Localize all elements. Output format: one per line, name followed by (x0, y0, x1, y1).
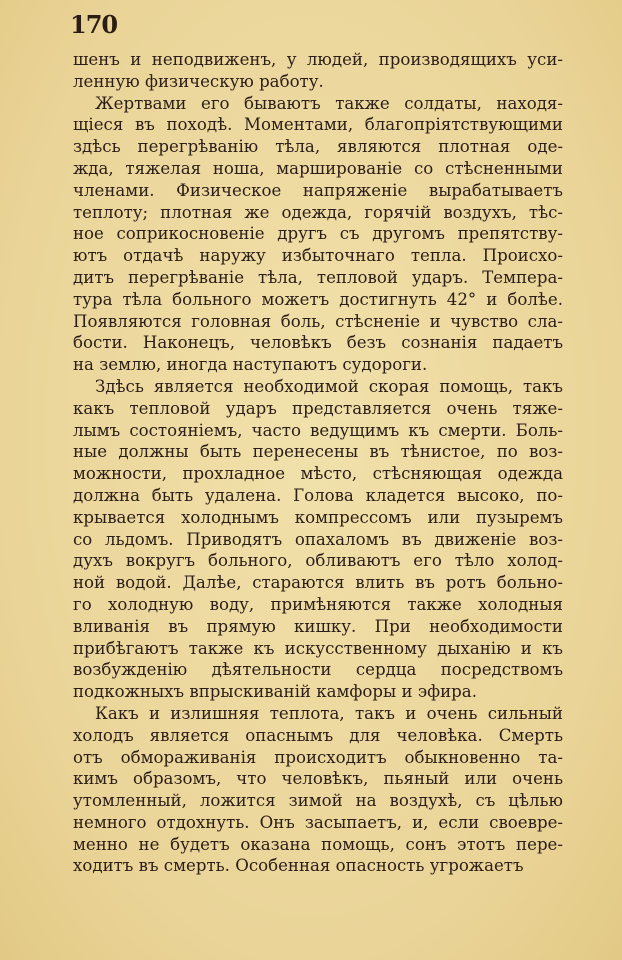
text-line: крывается холоднымъ компрессомъ или пузыремъ (73, 507, 563, 527)
text-line: ные должны быть перенесены въ тѣнистое, по воз- (73, 442, 563, 462)
text-line: ютъ отдачѣ наружу избыточнаго тепла. Происхо- (73, 246, 563, 266)
text-line: жда, тяжелая ноша, маршированіе со стѣсненными (73, 158, 563, 178)
text-line: можности, прохладное мѣсто, стѣсняющая одежда (73, 464, 563, 484)
text-line: Появляются головная боль, стѣсненіе и чувство сла- (73, 311, 563, 331)
text-line: Какъ и излишняя теплота, такъ и очень сильный (95, 703, 563, 723)
text-line: ходитъ въ смерть. Особенная опасность угрожаетъ (73, 856, 524, 876)
text-line: менно не будетъ оказана помощь, сонъ этотъ пере- (73, 834, 563, 854)
text-line: подкожныхъ впрыскиваній камфоры и эфира. (73, 682, 477, 702)
text-line: прибѣгаютъ также къ искусственному дыханію и къ (73, 638, 563, 658)
text-line: на землю, иногда наступаютъ судороги. (73, 355, 428, 375)
text-line: какъ тепловой ударъ представляется очень тяже- (73, 398, 563, 418)
text-line: ленную физическую работу. (73, 71, 324, 91)
text-line: со льдомъ. Приводятъ опахаломъ въ движеніе воз- (73, 529, 563, 549)
text-line: должна быть удалена. Голова кладется высоко, по- (73, 485, 563, 505)
paragraph (73, 93, 563, 376)
text-line: духъ вокругъ больного, обливаютъ его тѣло холод- (73, 551, 563, 571)
paragraph (73, 703, 563, 877)
text-line: здѣсь перегрѣванію тѣла, являются плотная оде- (73, 137, 563, 157)
text-line: теплоту; плотная же одежда, горячій воздухъ, тѣс- (73, 202, 563, 222)
text-line: холодъ является опаснымъ для человѣка. Смерть (73, 725, 563, 745)
text-line: кимъ образомъ, что человѣкъ, пьяный или очень (73, 769, 563, 789)
text-line: Здѣсь является необходимой скорая помощь, такъ (95, 376, 563, 396)
text-line: ное соприкосновеніе другъ съ другомъ препятству- (73, 224, 563, 244)
text-line: бости. Наконецъ, человѣкъ безъ сознанія падаетъ (73, 333, 563, 353)
paragraph (73, 376, 563, 703)
text-line: лымъ состояніемъ, часто ведущимъ къ смерти. Боль- (73, 420, 563, 440)
text-line: отъ обмораживанія происходитъ обыкновенно та- (73, 747, 563, 767)
text-line: немного отдохнуть. Онъ засыпаетъ, и, если своевре- (73, 812, 563, 832)
text-line: шенъ и неподвиженъ, у людей, производящихъ уси- (73, 50, 563, 69)
text-line: возбужденію дѣятельности сердца посредствомъ (73, 660, 563, 680)
text-line: тура тѣла больного можетъ достигнуть 42° и болѣе. (73, 289, 563, 309)
body-text (73, 49, 563, 877)
text-line: Жертвами его бываютъ также солдаты, находя- (95, 93, 563, 113)
text-line: ной водой. Далѣе, стараются влить въ ротъ больно- (73, 573, 563, 593)
text-line: го холодную воду, примѣняются также холодныя (73, 594, 563, 614)
text-line: щіеся въ походѣ. Моментами, благопріятствующими (73, 115, 563, 135)
text-line: дитъ перегрѣваніе тѣла, тепловой ударъ. Темпера- (73, 267, 563, 287)
text-line: вливанія въ прямую кишку. При необходимости (73, 616, 563, 636)
page-number: 170 (70, 10, 118, 39)
paragraph (73, 49, 563, 93)
text-line: членами. Физическое напряженіе вырабатываетъ (73, 180, 563, 200)
text-line: утомленный, ложится зимой на воздухѣ, съ цѣлью (73, 791, 563, 811)
